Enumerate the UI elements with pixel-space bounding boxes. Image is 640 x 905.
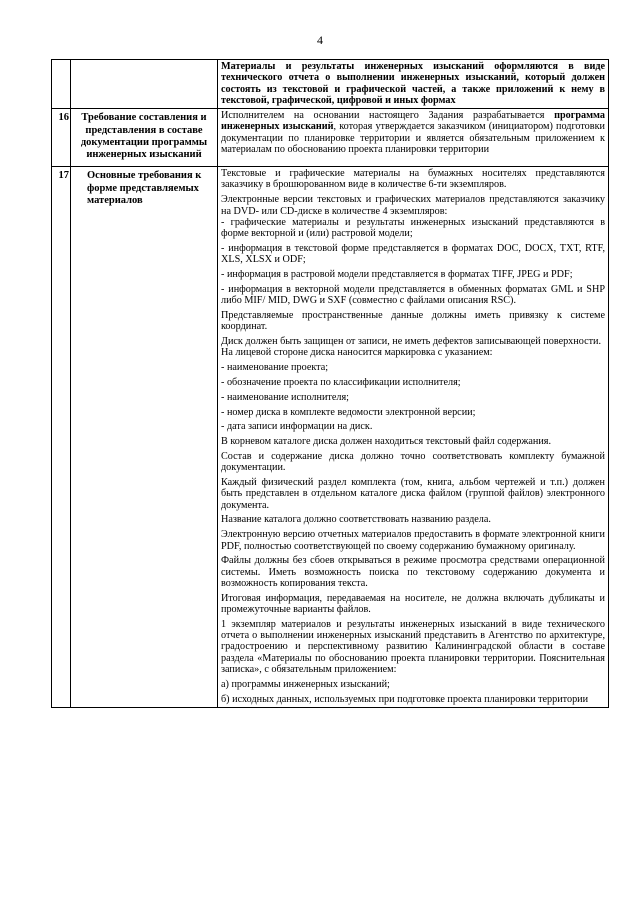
paragraph: 1 экземпляр материалов и результаты инженерных изысканий в виде технического отчета о выполнении инженерных изысканий представить в Агентство по архитектуре, градостроению и перспективному развитию Калининградской области в составе раздела «Материалы по обоснованию проекта планировки территории. Пояснительная записка», с обязательным приложением: — [221, 618, 605, 675]
paragraph: - обозначение проекта по классификации исполнителя; — [221, 376, 461, 388]
paragraph: - информация в растровой модели представляется в форматах TIFF, JPEG и PDF; — [221, 269, 573, 281]
paragraph: Материалы и результаты инженерных изысканий оформляются в виде технического отчета о выполнении инженерных изысканий, который должен состоять из текстовой и графической частей, а также приложений к нему в текстовой, графической, цифровой и иных формах — [221, 61, 605, 106]
paragraph: Состав и содержание диска должно точно соответствовать комплекту бумажной документации. — [221, 450, 605, 474]
paragraph — [221, 110, 605, 155]
paragraph: Текстовые и графические материалы на бумажных носителях представляются заказчику в брошюрованном виде в количестве 6-ти экземпляров. — [221, 168, 605, 191]
paragraph: - наименование исполнителя; — [221, 391, 349, 403]
paragraph: На лицевой стороне диска наносится маркировка с указанием: — [221, 347, 493, 359]
row-title: Требование составления и представления в составе документации программы инженерных изысканий — [71, 109, 218, 167]
paragraph: Диск должен быть защищен от записи, не иметь дефектов записывающей поверхности. — [221, 336, 602, 348]
row-number-cell — [52, 60, 71, 109]
row-title: Основные требования к форме представляемых материалов — [71, 167, 218, 708]
paragraph: Каждый физический раздел комплекта (том, книга, альбом чертежей и т.п.) должен быть представлен в отдельном каталоге диска файлом (группой файлов) электронного документа. — [221, 477, 605, 511]
paragraph: Представляемые пространственные данные должны иметь привязку к системе координат. — [221, 309, 605, 333]
paragraph: Электронные версии текстовых и графических материалов представляются заказчику на DVD- или CD-диске в количестве 4 экземпляров: — [221, 194, 605, 217]
paragraph: Электронную версию отчетных материалов предоставить в формате электронной книги PDF, полностью соответствующей по своему содержанию бумажному оригиналу. — [221, 529, 605, 552]
row-content-cell — [218, 60, 609, 109]
text-span: , которая утверждается заказчиком (инициатором) подготовки документации по планировке территории и является обязательным приложением к материалам по обоснованию проекта планировки территории — [221, 121, 605, 156]
paragraph: Файлы должны без сбоев открываться в режиме просмотра средствами операционной системы. Иметь возможность поиска по текстовому содержанию документа и возможность копирования текста. — [221, 555, 605, 589]
row-number: 17 — [52, 167, 71, 708]
paragraph: Название каталога должно соответствовать названию раздела. — [221, 514, 491, 526]
paragraph: - номер диска в комплекте ведомости электронной версии; — [221, 406, 476, 418]
paragraph: - информация в векторной модели представляется в обменных форматах GML и SHP либо MIF/ MID, DWG и SXF (совместно с файлами описания RSC). — [221, 283, 605, 307]
text-span: Исполнителем на основании настоящего Задания разрабатывается — [221, 110, 555, 122]
requirements-table — [51, 59, 609, 708]
table-row — [52, 109, 609, 167]
paragraph: Итоговая информация, передаваемая на носителе, не должна включать дубликаты и промежуточные варианты файлов. — [221, 592, 605, 615]
bold-text: программа инженерных изысканий — [221, 110, 605, 133]
paragraph: - дата записи информации на диск. — [221, 421, 373, 433]
page-number: 4 — [317, 33, 323, 47]
paragraph: - наименование проекта; — [221, 362, 329, 374]
row-content-cell — [218, 109, 609, 167]
paragraph: - графические материалы и результаты инженерных изысканий представляются в форме векторной и (или) растровой модели; — [221, 216, 605, 240]
table-row — [52, 167, 609, 708]
row-number: 16 — [52, 109, 71, 167]
paragraph: В корневом каталоге диска должен находиться текстовый файл содержания. — [221, 436, 552, 448]
row-content-cell — [218, 167, 609, 708]
paragraph: а) программы инженерных изысканий; — [221, 678, 390, 690]
paragraph: б) исходных данных, используемых при подготовке проекта планировки территории — [221, 693, 589, 705]
paragraph: - информация в текстовой форме представляется в форматах DOC, DOCX, TXT, RTF, XLS, XLSX и ODF; — [221, 242, 605, 266]
row-title-cell — [71, 60, 218, 109]
table-row — [52, 60, 609, 109]
